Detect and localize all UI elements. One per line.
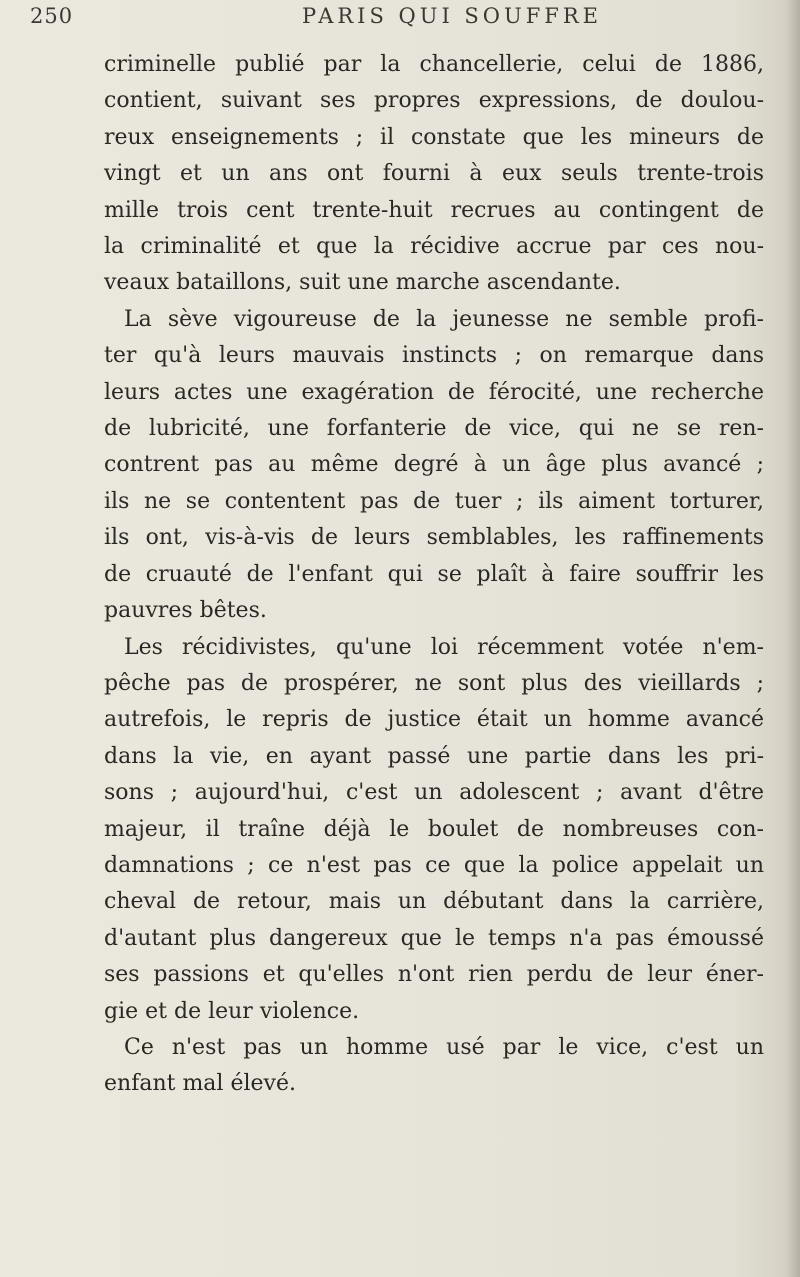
- text-line: pêche pas de prospérer, ne sont plus des vieillards ;: [104, 670, 764, 696]
- paragraph: [104, 302, 764, 630]
- text-line: contient, suivant ses propres expressions, de doulou-: [104, 88, 764, 114]
- text-line: ils ne se contentent pas de tuer ; ils aiment torturer,: [104, 488, 764, 514]
- text-line: gie et de leur violence.: [104, 998, 360, 1024]
- text-line: reux enseignements ; il constate que les mineurs de: [104, 124, 764, 150]
- text-line: veaux bataillons, suit une marche ascendante.: [104, 270, 621, 296]
- text-line: ils ont, vis-à-vis de leurs semblables, les raffinements: [104, 525, 764, 551]
- body-text: [104, 47, 764, 1103]
- page-number: 250: [30, 4, 74, 28]
- text-line: leurs actes une exagération de férocité, une recherche: [104, 379, 764, 405]
- text-line: criminelle publié par la chancellerie, celui de 1886,: [104, 52, 764, 77]
- paragraph: [104, 47, 764, 302]
- text-line: Les récidivistes, qu'une loi récemment votée n'em-: [124, 634, 764, 660]
- paragraph: [104, 630, 764, 1030]
- text-line: vingt et un ans ont fourni à eux seuls trente-trois: [104, 161, 764, 187]
- text-line: autrefois, le repris de justice était un homme avancé: [104, 707, 764, 733]
- text-line: majeur, il traîne déjà le boulet de nombreuses con-: [104, 816, 764, 842]
- text-line: La sève vigoureuse de la jeunesse ne semble profi-: [124, 306, 764, 332]
- text-line: pauvres bêtes.: [104, 598, 267, 624]
- text-line: dans la vie, en ayant passé une partie dans les pri-: [104, 743, 764, 769]
- text-line: de cruauté de l'enfant qui se plaît à faire souffrir les: [104, 561, 764, 587]
- text-line: de lubricité, une forfanterie de vice, qui ne se ren-: [104, 416, 764, 442]
- text-line: d'autant plus dangereux que le temps n'a pas émoussé: [104, 925, 764, 951]
- text-line: ter qu'à leurs mauvais instincts ; on remarque dans: [104, 343, 764, 369]
- text-line: enfant mal élevé.: [104, 1071, 296, 1097]
- text-line: Ce n'est pas un homme usé par le vice, c'est un: [124, 1034, 764, 1060]
- text-line: mille trois cent trente-huit recrues au contingent de: [104, 197, 764, 223]
- paragraph: [104, 1030, 764, 1103]
- running-head: [30, 4, 770, 38]
- text-line: cheval de retour, mais un débutant dans la carrière,: [104, 889, 764, 915]
- text-line: la criminalité et que la récidive accrue par ces nou-: [104, 234, 764, 260]
- page-edge-shadow: [786, 0, 800, 1277]
- running-title: PARIS QUI SOUFFRE: [302, 4, 603, 28]
- text-line: damnations ; ce n'est pas ce que la police appelait un: [104, 852, 764, 878]
- text-line: ses passions et qu'elles n'ont rien perdu de leur éner-: [104, 962, 764, 988]
- text-line: sons ; aujourd'hui, c'est un adolescent ; avant d'être: [104, 780, 764, 806]
- text-line: contrent pas au même degré à un âge plus avancé ;: [104, 452, 764, 478]
